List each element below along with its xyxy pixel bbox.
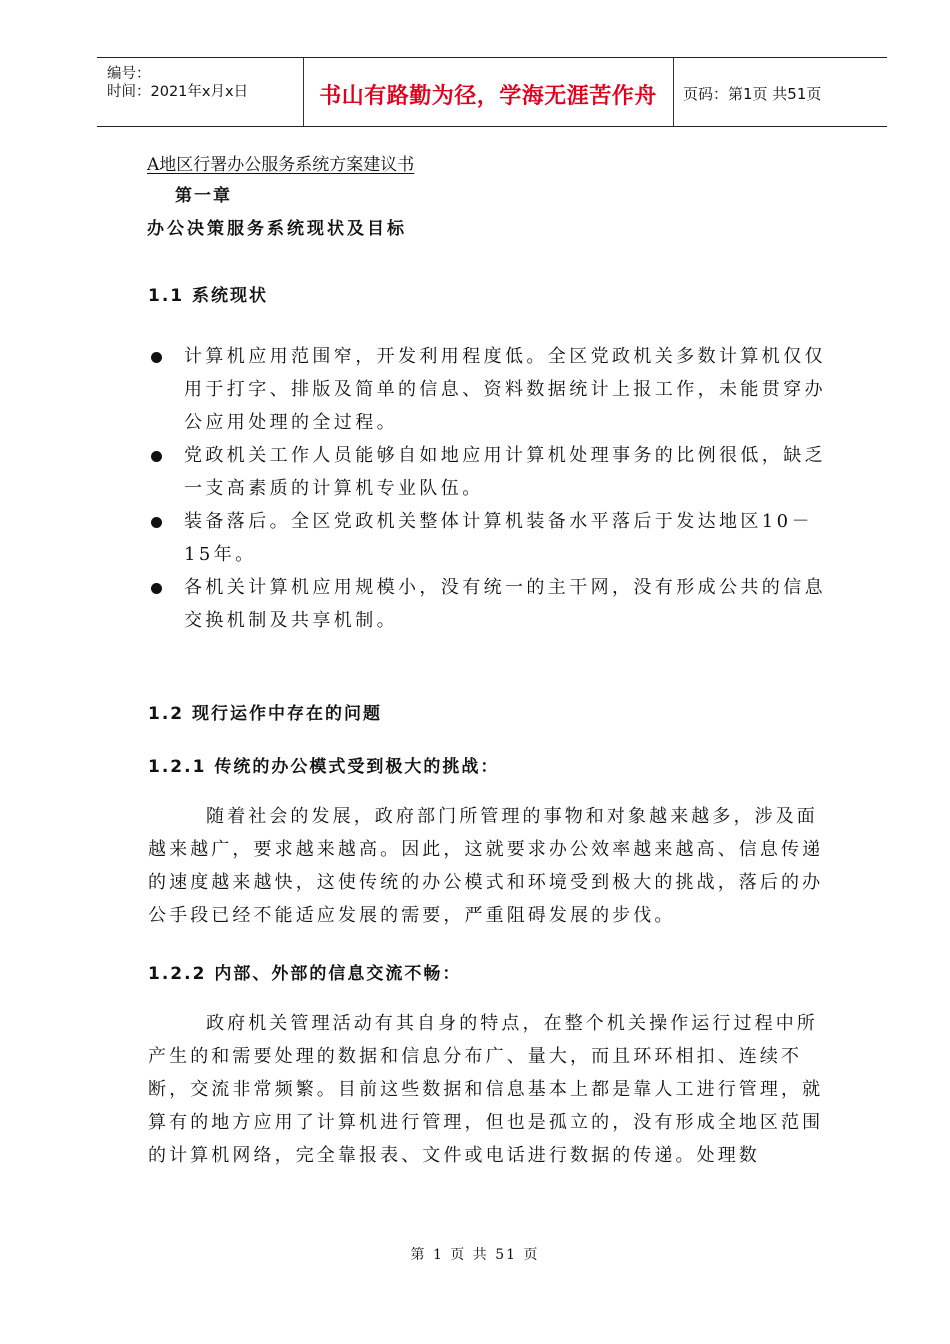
page-header [97, 57, 887, 127]
bullet-dot-icon [151, 352, 162, 363]
bullet-dot-icon [151, 451, 162, 462]
bullet-text: 装备落后。全区党政机关整体计算机装备水平落后于发达地区10－15年。 [184, 511, 813, 565]
bullet-item [148, 439, 838, 505]
bullet-text: 计算机应用范围窄，开发利用程度低。全区党政机关多数计算机仅仅用于打字、排版及简单的信息、资料数据统计上报工作，未能贯穿办公应用处理的全过程。 [184, 346, 826, 433]
section-heading-1-2-2: 1.2.2 内部、外部的信息交流不畅： [148, 964, 462, 984]
bullet-text: 党政机关工作人员能够自如地应用计算机处理事务的比例很低，缺乏一支高素质的计算机专业队伍。 [184, 445, 826, 499]
document-title: A地区行署办公服务系统方案建议书 [147, 155, 415, 175]
section-heading-1-1: 1.1 系统现状 [148, 286, 269, 306]
bullet-dot-icon [151, 583, 162, 594]
document-time-label: 时间：2021年x月x日 [107, 84, 249, 100]
section-heading-1-2: 1.2 现行运作中存在的问题 [148, 704, 383, 724]
bullet-dot-icon [151, 517, 162, 528]
bullet-item [148, 340, 838, 439]
section-heading-1-2-1: 1.2.1 传统的办公模式受到极大的挑战： [148, 757, 500, 777]
header-motto-cell [303, 58, 674, 126]
bullet-item [148, 571, 838, 637]
status-bullet-list [148, 340, 838, 637]
paragraph-1-2-1: 随着社会的发展，政府部门所管理的事物和对象越来越多，涉及面越来越广，要求越来越高。因此，这就要求办公效率越来越高、信息传递的速度越来越快，这使传统的办公模式和环境受到极大的挑战，落后的办公手段已经不能适应发展的需要，严重阻碍发展的步伐。 [148, 806, 824, 926]
header-page-cell [673, 58, 887, 126]
paragraph-1-2-2: 政府机关管理活动有其自身的特点，在整个机关操作运行过程中所产生的和需要处理的数据和信息分布广、量大，而且环环相扣、连续不断，交流非常频繁。目前这些数据和信息基本上都是靠人工进行管理，就算有的地方应用了计算机进行管理，但也是孤立的，没有形成全地区范围的计算机网络，完全靠报表、文件或电话进行数据的传递。处理数 [148, 1013, 824, 1166]
chapter-subtitle: 办公决策服务系统现状及目标 [147, 219, 407, 239]
header-motto: 书山有路勤为径，学海无涯苦作舟 [319, 84, 657, 109]
page-footer: 第 1 页 共 51 页 [410, 1247, 540, 1263]
bullet-item [148, 505, 838, 571]
chapter-heading: 第一章 [175, 186, 232, 206]
header-meta-cell [97, 58, 304, 126]
bullet-text: 各机关计算机应用规模小，没有统一的主干网，没有形成公共的信息交换机制及共享机制。 [184, 577, 826, 631]
document-number-label: 编号： [107, 66, 151, 82]
header-page-info: 页码：第1页 共51页 [683, 85, 822, 103]
